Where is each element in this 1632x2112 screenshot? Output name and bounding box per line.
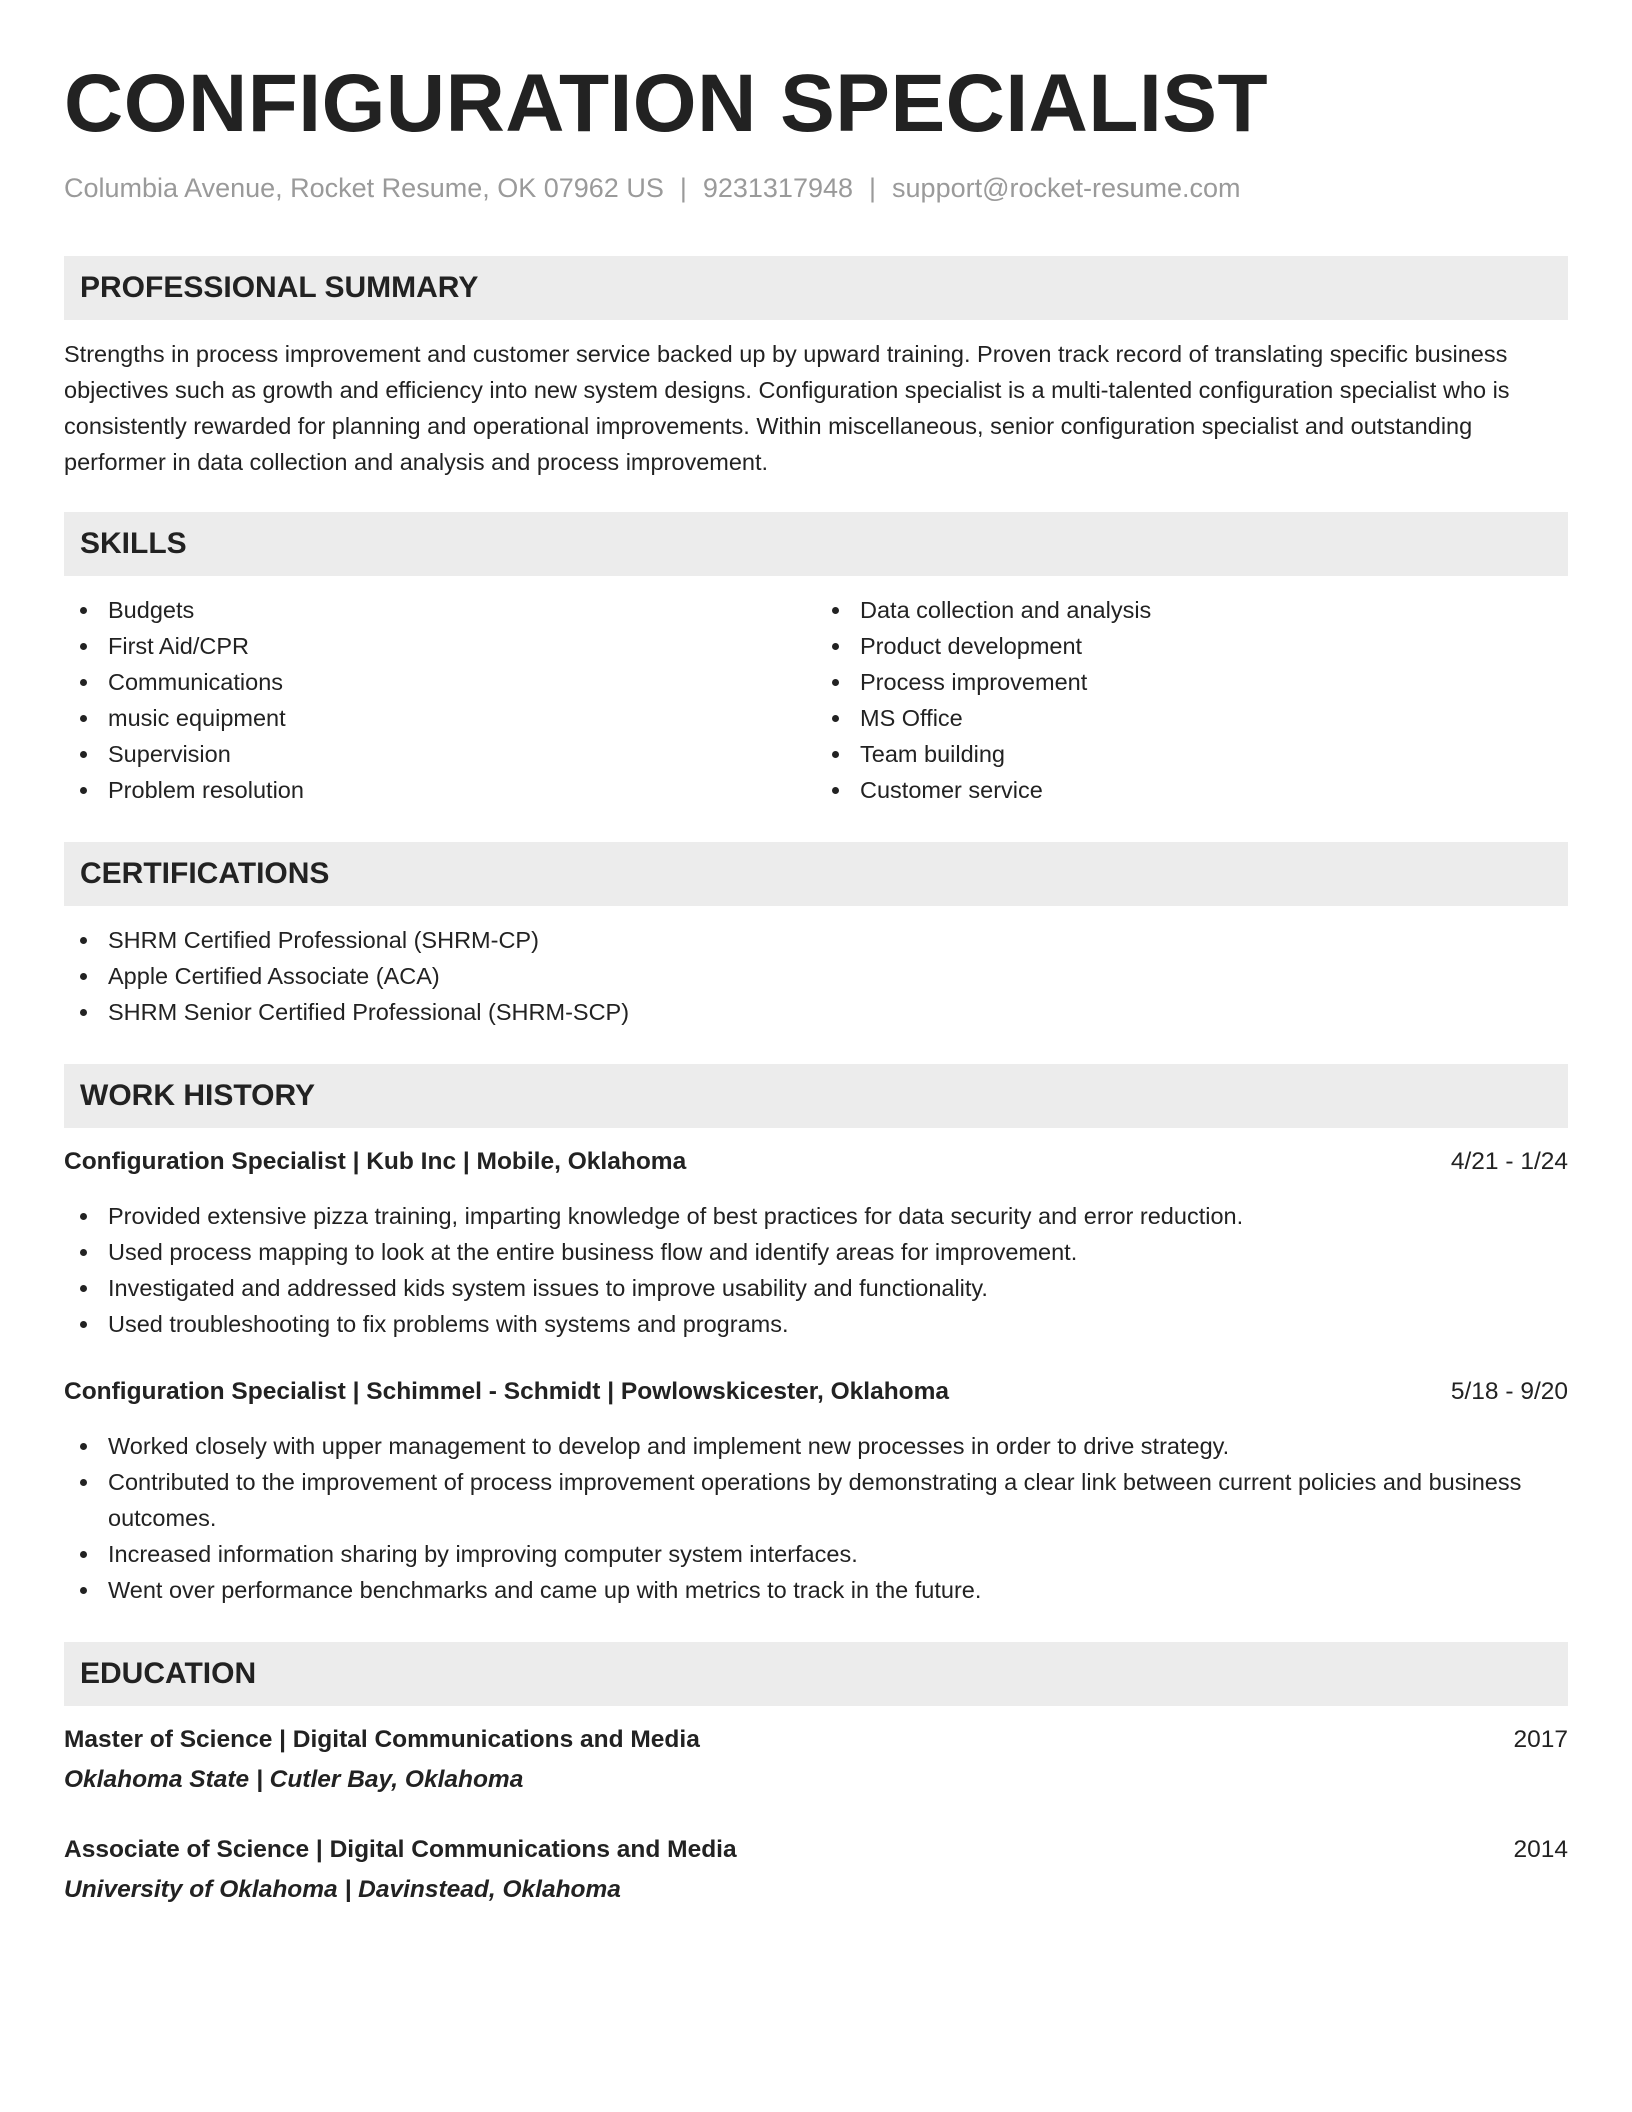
skill-item: Budgets: [64, 592, 816, 628]
job-bullet: Worked closely with upper management to develop and implement new processes in order to drive strategy.: [64, 1428, 1568, 1464]
education-year: 2017: [1513, 1726, 1568, 1753]
skill-item: Communications: [64, 664, 816, 700]
education-header: [64, 1832, 1568, 1868]
education-year: 2014: [1513, 1836, 1568, 1863]
job-bullet: Went over performance benchmarks and came up with metrics to track in the future.: [64, 1572, 1568, 1608]
education-school: University of Oklahoma | Davinstead, Oklahoma: [64, 1876, 621, 1903]
contact-email: support@rocket-resume.com: [892, 173, 1241, 203]
education-degree: Master of Science | Digital Communications and Media: [64, 1726, 700, 1753]
certification-item: SHRM Senior Certified Professional (SHRM-SCP): [64, 994, 1568, 1030]
job-bullet: Contributed to the improvement of process improvement operations by demonstrating a clear link between current policies and business outcomes.: [64, 1464, 1568, 1536]
job-header: [64, 1144, 1568, 1180]
work-history-section: [64, 1064, 1568, 1608]
education-entry: [64, 1722, 1568, 1798]
job-title: Configuration Specialist | Schimmel - Schmidt | Powlowskicester, Oklahoma: [64, 1378, 950, 1405]
skills-left-list: [64, 592, 816, 808]
skills-section: [64, 512, 1568, 808]
summary-heading: PROFESSIONAL SUMMARY: [64, 256, 1568, 320]
job-bullet: Used troubleshooting to fix problems with systems and programs.: [64, 1306, 1568, 1342]
contact-separator: |: [679, 173, 687, 203]
certifications-section: [64, 842, 1568, 1030]
contact-address: Columbia Avenue, Rocket Resume, OK 07962 US: [64, 173, 664, 203]
job-bullet: Used process mapping to look at the entire business flow and identify areas for improvement.: [64, 1234, 1568, 1270]
skills-heading: SKILLS: [64, 512, 1568, 576]
job-bullets: [64, 1428, 1568, 1608]
resume-name: CONFIGURATION SPECIALIST: [64, 58, 1269, 149]
job-title: Configuration Specialist | Kub Inc | Mobile, Oklahoma: [64, 1148, 687, 1175]
skills-grid: [64, 592, 1568, 808]
contact-phone: 9231317948: [702, 173, 854, 203]
contact-line: [64, 170, 1568, 206]
work-history-heading: WORK HISTORY: [64, 1064, 1568, 1128]
job-entry: [64, 1144, 1568, 1342]
skill-item: Customer service: [816, 772, 1568, 808]
skill-item: MS Office: [816, 700, 1568, 736]
job-dates: 5/18 - 9/20: [1450, 1378, 1568, 1405]
certifications-list: [64, 922, 1568, 1030]
job-entry: [64, 1374, 1568, 1608]
job-bullet: Investigated and addressed kids system issues to improve usability and functionality.: [64, 1270, 1568, 1306]
skill-item: Process improvement: [816, 664, 1568, 700]
job-header: [64, 1374, 1568, 1410]
skill-item: music equipment: [64, 700, 816, 736]
education-section: [64, 1642, 1568, 1908]
education-school: Oklahoma State | Cutler Bay, Oklahoma: [64, 1766, 524, 1793]
skills-right-list: [816, 592, 1568, 808]
job-bullets: [64, 1198, 1568, 1342]
job-bullet: Increased information sharing by improving computer system interfaces.: [64, 1536, 1568, 1572]
summary-text: Strengths in process improvement and customer service backed up by upward training. Proven track record of translating specific business objectives such as growth and efficiency into new system designs. Configuration specialist is a multi-talented configuration specialist who is consistently rewarded for planning and operational improvements. Within miscellaneous, senior configuration specialist and outstanding performer in data collection and analysis and process improvement.: [64, 341, 1510, 475]
job-bullet: Provided extensive pizza training, imparting knowledge of best practices for data security and error reduction.: [64, 1198, 1568, 1234]
contact-separator: |: [869, 173, 877, 203]
skill-item: Supervision: [64, 736, 816, 772]
skill-item: First Aid/CPR: [64, 628, 816, 664]
education-entry: [64, 1832, 1568, 1908]
skill-item: Data collection and analysis: [816, 592, 1568, 628]
skill-item: Product development: [816, 628, 1568, 664]
education-heading: EDUCATION: [64, 1642, 1568, 1706]
certifications-heading: CERTIFICATIONS: [64, 842, 1568, 906]
skill-item: Team building: [816, 736, 1568, 772]
job-dates: 4/21 - 1/24: [1450, 1148, 1568, 1175]
summary-section: [64, 256, 1568, 480]
certification-item: SHRM Certified Professional (SHRM-CP): [64, 922, 1568, 958]
education-header: [64, 1722, 1568, 1758]
certification-item: Apple Certified Associate (ACA): [64, 958, 1568, 994]
skill-item: Problem resolution: [64, 772, 816, 808]
education-degree: Associate of Science | Digital Communications and Media: [64, 1836, 737, 1863]
